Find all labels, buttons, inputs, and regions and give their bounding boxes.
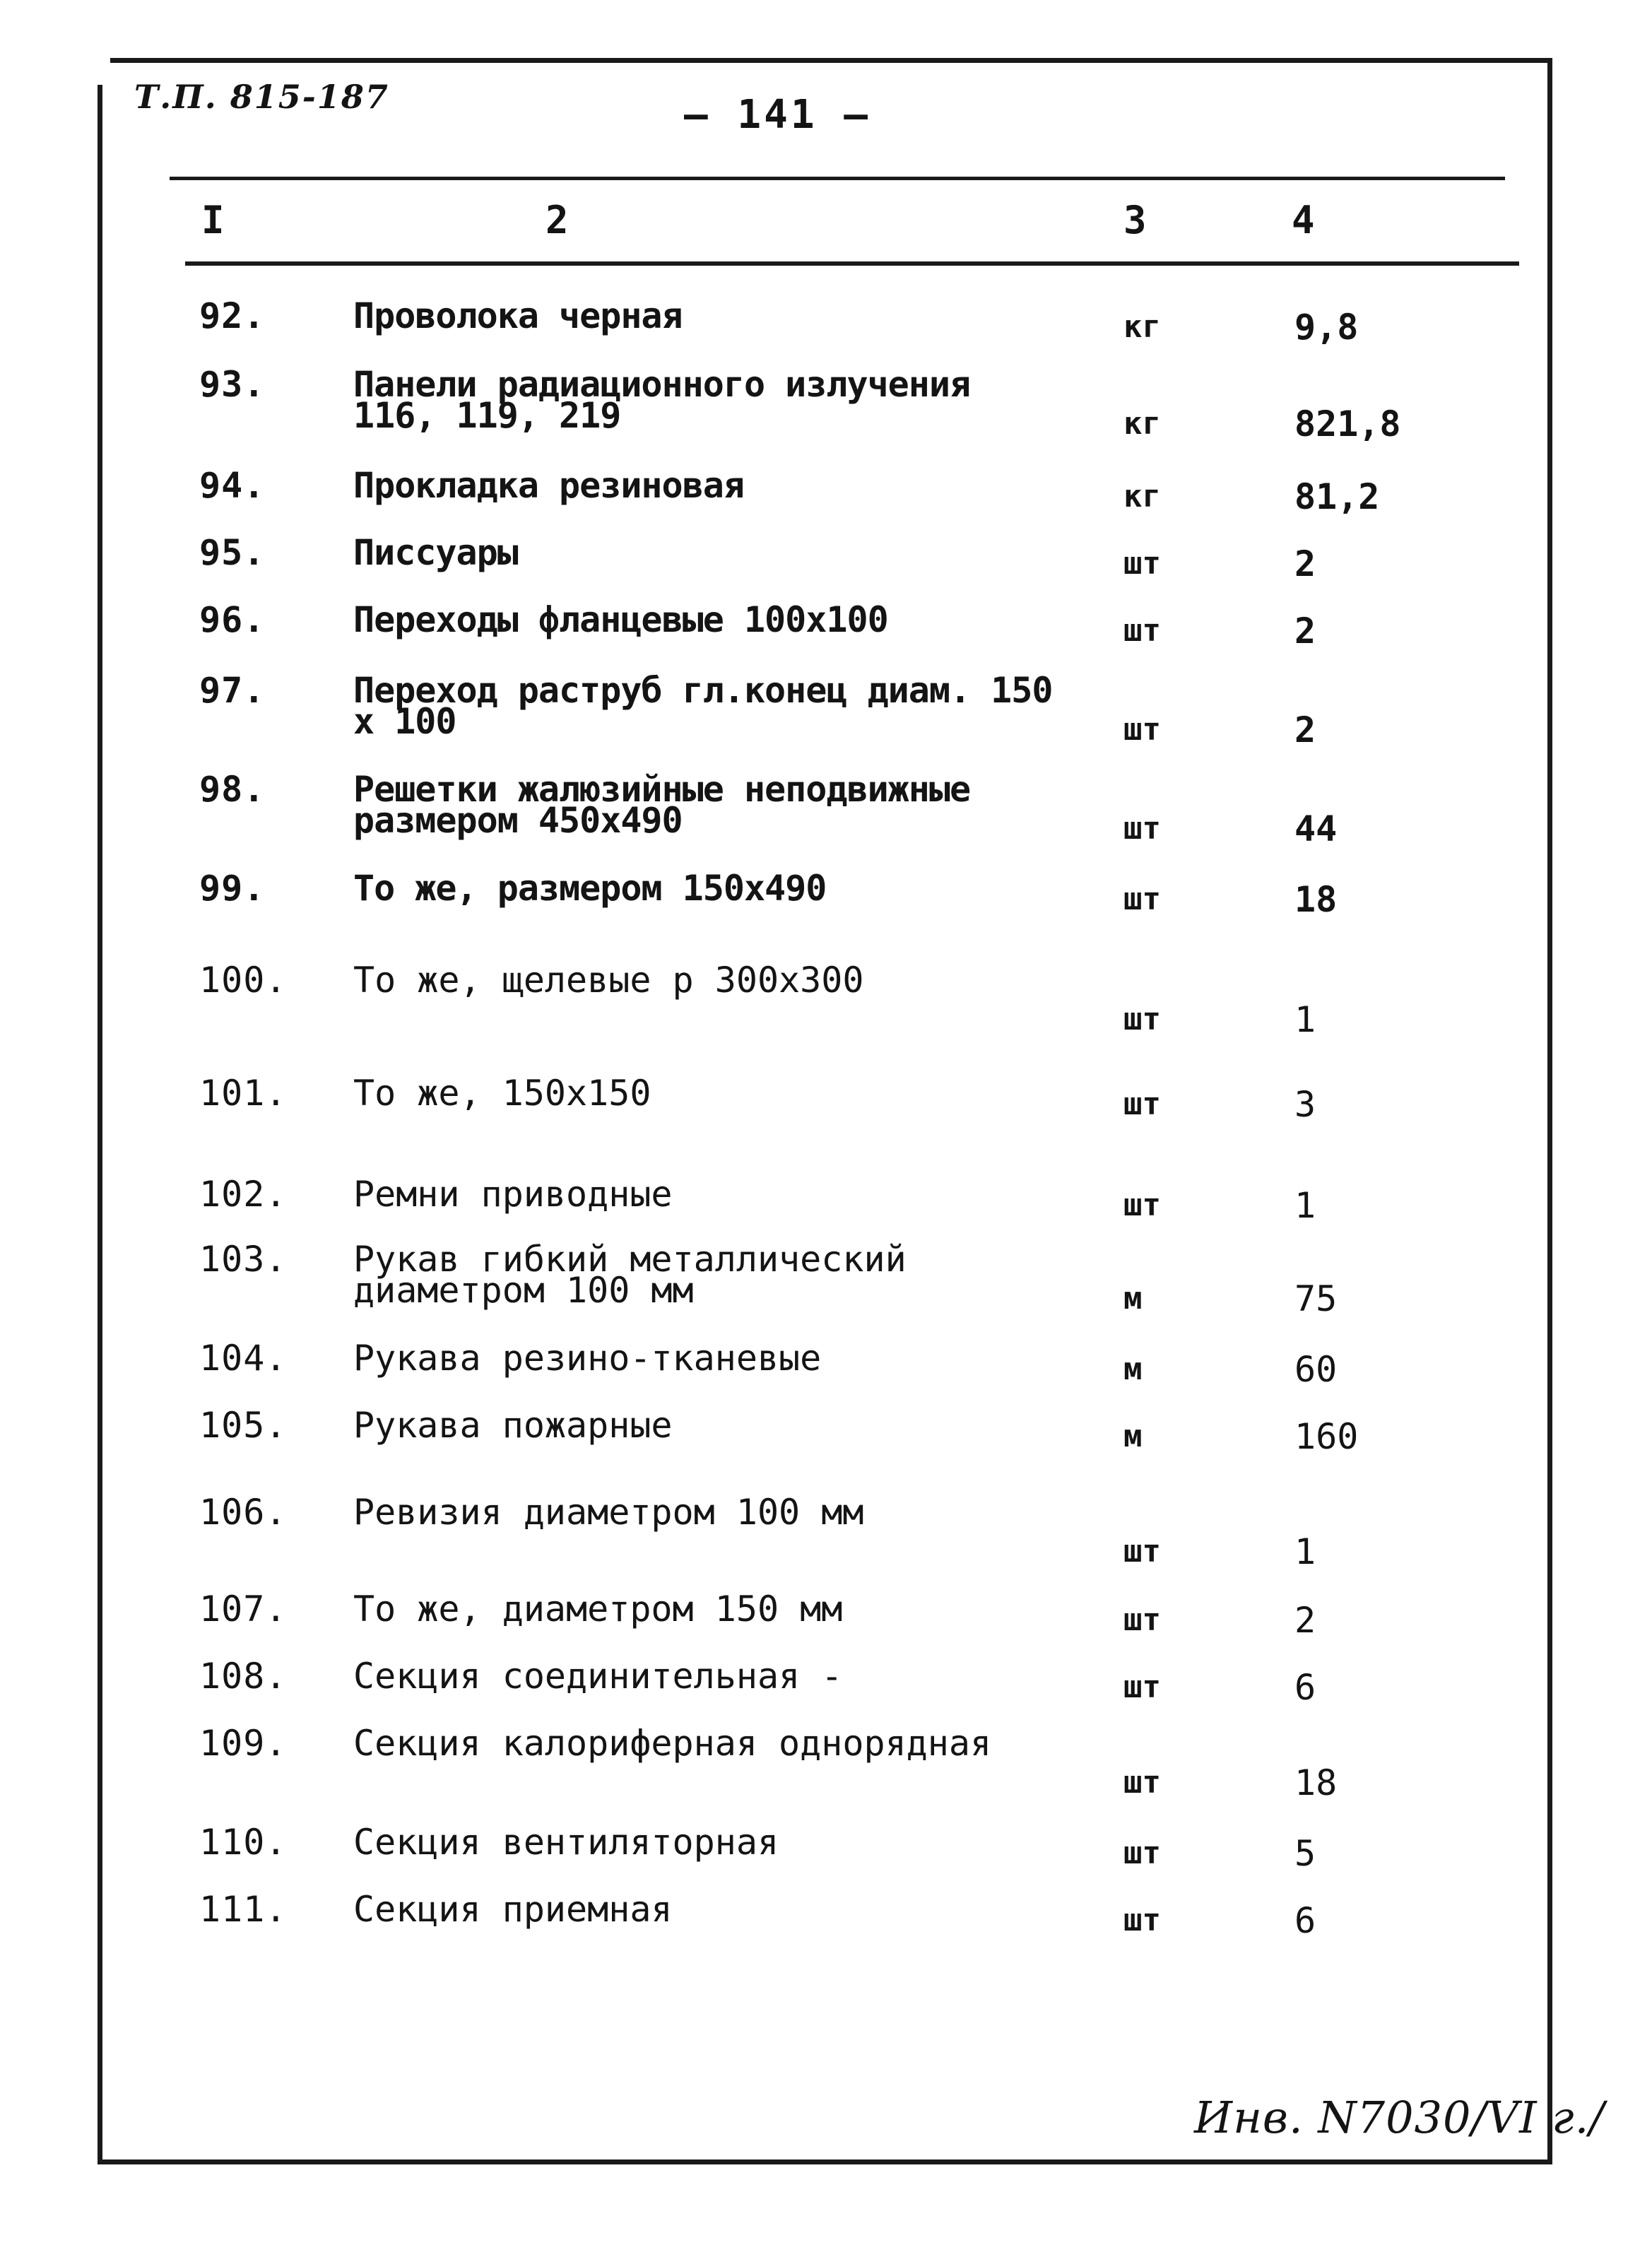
row-number: 95.	[199, 532, 266, 573]
item-unit: шт	[1123, 811, 1161, 847]
item-unit: шт	[1123, 1602, 1161, 1638]
item-unit: м	[1123, 1418, 1143, 1454]
row-number: 104.	[199, 1338, 288, 1379]
item-name: Проволока черная	[353, 295, 683, 336]
item-quantity: 9,8	[1294, 307, 1359, 348]
item-quantity: 18	[1294, 1762, 1338, 1803]
row-number: 99.	[199, 868, 266, 909]
item-name: Ревизия диаметром 100 мм	[353, 1492, 864, 1533]
item-name: Переходы фланцевые 100x100	[353, 599, 888, 640]
table-row	[0, 364, 1652, 444]
item-name: Секция вентиляторная	[353, 1822, 779, 1863]
item-unit: кг	[1123, 406, 1161, 442]
column-header-4: 4	[1292, 198, 1315, 242]
row-number: 102.	[199, 1174, 288, 1215]
table-row	[0, 670, 1652, 750]
item-name: Рукава резино-тканевые	[353, 1338, 822, 1379]
item-quantity: 81,2	[1294, 476, 1380, 517]
item-name: Панели радиационного излучения 116, 119, 219	[353, 364, 971, 436]
row-number: 103.	[199, 1239, 288, 1280]
row-number: 101.	[199, 1073, 288, 1114]
item-quantity: 44	[1294, 808, 1338, 849]
table-row	[0, 295, 1652, 348]
table-row	[0, 1338, 1652, 1390]
table-row	[0, 868, 1652, 920]
document-code: Т.П. 815-187	[134, 78, 389, 116]
item-name: Секция калориферная однорядная	[353, 1723, 992, 1764]
row-number: 93.	[199, 364, 266, 405]
item-name: Переход раструб гл.конец диам. 150 x 100	[353, 670, 1053, 742]
inventory-stamp: Инв. N7030/VI г./	[1194, 2092, 1605, 2143]
item-unit: шт	[1123, 1001, 1161, 1037]
item-name: Прокладка резиновая	[353, 465, 744, 506]
item-unit: шт	[1123, 546, 1161, 582]
item-name: Рукав гибкий металлический диаметром 100 мм	[353, 1239, 907, 1311]
row-number: 111.	[199, 1889, 288, 1930]
item-unit: шт	[1123, 613, 1161, 649]
table-row	[0, 1889, 1652, 1941]
table-row	[0, 960, 1652, 1040]
item-unit: шт	[1123, 1086, 1161, 1122]
item-name: Писсуары	[353, 532, 518, 573]
item-quantity: 2	[1294, 543, 1316, 584]
item-quantity: 1	[1294, 1185, 1316, 1226]
row-number: 106.	[199, 1492, 288, 1533]
item-quantity: 18	[1294, 879, 1338, 920]
item-quantity: 1	[1294, 1531, 1316, 1572]
table-row	[0, 1589, 1652, 1641]
item-name: То же, диаметром 150 мм	[353, 1589, 843, 1630]
column-header-3: 3	[1123, 198, 1147, 242]
table-row	[0, 1405, 1652, 1457]
row-number: 107.	[199, 1589, 288, 1630]
table-row	[0, 1239, 1652, 1319]
item-quantity: 60	[1294, 1349, 1338, 1390]
item-unit: шт	[1123, 881, 1161, 917]
table-row	[0, 769, 1652, 849]
table-row	[0, 1723, 1652, 1803]
row-number: 105.	[199, 1405, 288, 1446]
table-row	[0, 1492, 1652, 1572]
table-header-rule	[185, 261, 1519, 266]
item-name: Рукава пожарные	[353, 1405, 673, 1446]
item-name: То же, 150x150	[353, 1073, 651, 1114]
item-name: Секция приемная	[353, 1889, 673, 1930]
item-quantity: 2	[1294, 1600, 1316, 1641]
item-quantity: 2	[1294, 709, 1316, 750]
row-number: 96.	[199, 599, 266, 640]
item-name: Решетки жалюзийные неподвижные размером 450x490	[353, 769, 971, 841]
table-row	[0, 465, 1652, 517]
item-name: То же, размером 150x490	[353, 868, 827, 909]
table-row	[0, 1174, 1652, 1226]
item-quantity: 2	[1294, 611, 1316, 652]
column-header-2: 2	[545, 198, 569, 242]
item-unit: кг	[1123, 478, 1161, 514]
item-unit: м	[1123, 1351, 1143, 1387]
page-border-bottom	[98, 2159, 1552, 2164]
table-row	[0, 532, 1652, 584]
row-number: 108.	[199, 1656, 288, 1697]
item-unit: м	[1123, 1280, 1143, 1316]
item-unit: кг	[1123, 309, 1161, 345]
table-top-rule	[170, 177, 1505, 180]
row-number: 100.	[199, 960, 288, 1001]
row-number: 94.	[199, 465, 266, 506]
item-name: Секция соединительная -	[353, 1656, 843, 1697]
item-quantity: 821,8	[1294, 403, 1401, 444]
item-unit: шт	[1123, 1902, 1161, 1938]
table-row	[0, 599, 1652, 652]
page-number: – 141 –	[683, 92, 871, 138]
item-unit: шт	[1123, 712, 1161, 748]
page-border-top	[110, 58, 1552, 63]
item-quantity: 3	[1294, 1084, 1316, 1125]
table-row	[0, 1822, 1652, 1874]
item-unit: шт	[1123, 1669, 1161, 1705]
item-unit: шт	[1123, 1533, 1161, 1569]
row-number: 110.	[199, 1822, 288, 1863]
row-number: 97.	[199, 670, 266, 711]
row-number: 98.	[199, 769, 266, 810]
item-quantity: 1	[1294, 999, 1316, 1040]
item-name: То же, щелевые р 300x300	[353, 960, 864, 1001]
item-quantity: 6	[1294, 1900, 1316, 1941]
table-row	[0, 1656, 1652, 1708]
item-quantity: 5	[1294, 1833, 1316, 1874]
item-unit: шт	[1123, 1187, 1161, 1223]
row-number: 109.	[199, 1723, 288, 1764]
item-quantity: 160	[1294, 1416, 1359, 1457]
item-unit: шт	[1123, 1835, 1161, 1871]
item-quantity: 75	[1294, 1278, 1338, 1319]
item-unit: шт	[1123, 1764, 1161, 1801]
item-name: Ремни приводные	[353, 1174, 673, 1215]
item-quantity: 6	[1294, 1667, 1316, 1708]
column-header-1: I	[201, 198, 225, 242]
row-number: 92.	[199, 295, 266, 336]
table-row	[0, 1073, 1652, 1125]
